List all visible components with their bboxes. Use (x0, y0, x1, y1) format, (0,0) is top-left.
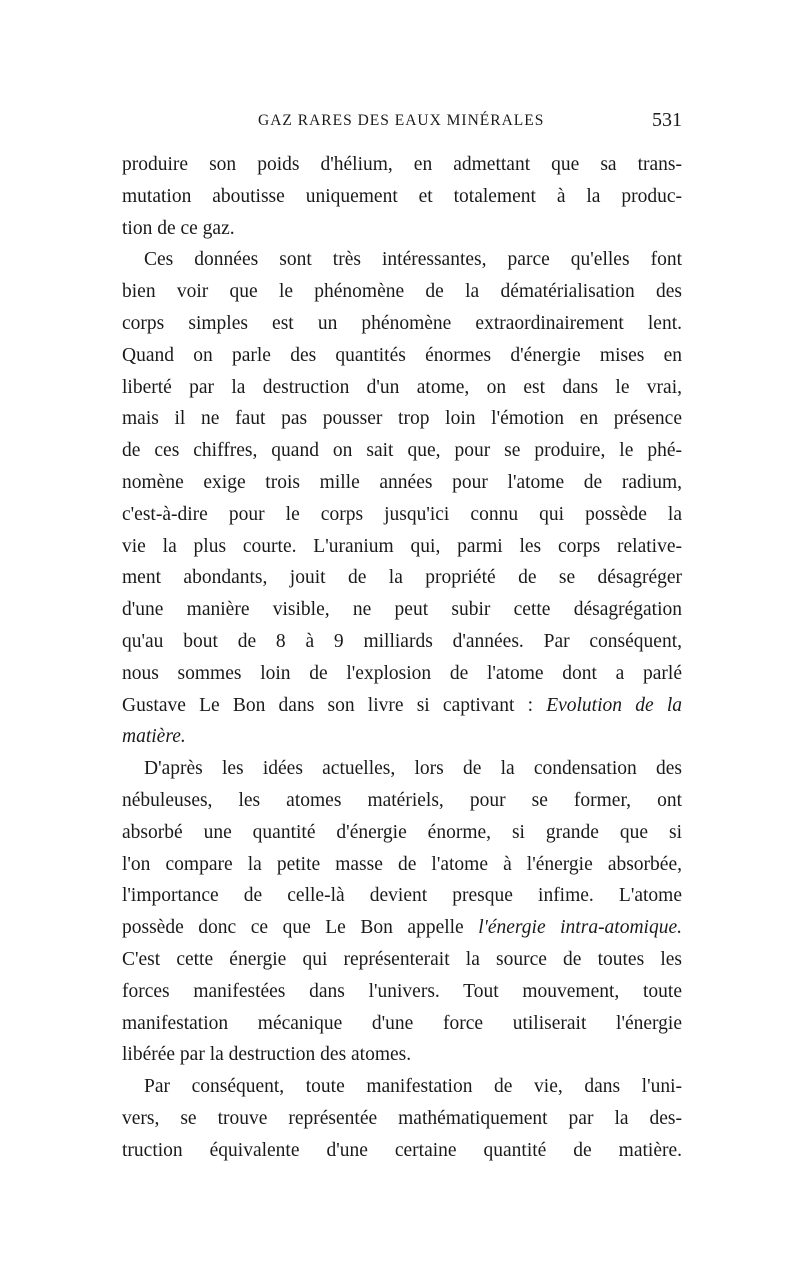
text-line: d'une manière visible, ne peut subir cette désagrégation (122, 599, 682, 621)
text-line: vie la plus courte. L'uranium qui, parmi les corps relative- (122, 535, 682, 557)
text-line: bien voir que le phénomène de la dématérialisation des (122, 281, 682, 303)
text-line: produire son poids d'hélium, en admettant que sa trans- (122, 154, 682, 175)
text-line: matière. (122, 726, 186, 748)
text-line (122, 912, 682, 944)
text-line: forces manifestées dans l'univers. Tout mouvement, toute (122, 980, 682, 1002)
page-number: 531 (652, 109, 682, 131)
text-line: Ces données sont très intéressantes, parce qu'elles font (144, 249, 682, 271)
term-italic: l'énergie intra-atomique. (478, 917, 683, 939)
text-line: nous sommes loin de l'explosion de l'atome dont a parlé (122, 662, 682, 684)
text-line: D'après les idées actuelles, lors de la condensation des (144, 758, 682, 780)
text-line: mais il ne faut pas pousser trop loin l'émotion en présence (122, 408, 682, 430)
text-line: nébuleuses, les atomes matériels, pour se former, ont (122, 789, 682, 811)
text-line: qu'au bout de 8 à 9 milliards d'années. Par conséquent, (122, 630, 682, 652)
text-line: ment abondants, jouit de la propriété de se désagréger (122, 567, 682, 589)
running-head (122, 109, 682, 136)
text-line: liberté par la destruction d'un atome, on est dans le vrai, (122, 376, 682, 398)
text-line: Quand on parle des quantités énormes d'énergie mises en (122, 344, 682, 366)
text-line: truction équivalente d'une certaine quantité de matière. (122, 1139, 682, 1161)
text-segment: Gustave Le Bon dans son livre si captivant : (122, 694, 547, 716)
text-line: C'est cette énergie qui représenterait la source de toutes les (122, 948, 682, 970)
text-line (122, 690, 682, 722)
text-line: libérée par la destruction des atomes. (122, 1044, 412, 1066)
text-line: manifestation mécanique d'une force utiliserait l'énergie (122, 1012, 682, 1034)
text-line: Par conséquent, toute manifestation de vie, dans l'uni- (144, 1076, 682, 1098)
text-line: tion de ce gaz. (122, 217, 235, 239)
running-title: GAZ RARES DES EAUX MINÉRALES (258, 112, 545, 129)
text-line: corps simples est un phénomène extraordinairement lent. (122, 312, 682, 334)
text-line: nomène exige trois mille années pour l'atome de radium, (122, 471, 682, 493)
text-line: vers, se trouve représentée mathématiquement par la des- (122, 1107, 682, 1129)
text-line: l'importance de celle-là devient presque infime. L'atome (122, 885, 682, 907)
text-segment: possède donc ce que Le Bon appelle (122, 917, 479, 939)
text-line: l'on compare la petite masse de l'atome à l'énergie absorbée, (122, 853, 682, 875)
book-title-italic: Evolution de la (546, 694, 682, 716)
body-text (122, 149, 682, 1167)
text-line: absorbé une quantité d'énergie énorme, si grande que si (122, 821, 682, 843)
text-line: mutation aboutisse uniquement et totalement à la produc- (122, 185, 682, 207)
text-line: de ces chiffres, quand on sait que, pour se produire, le phé- (122, 440, 682, 462)
text-line: c'est-à-dire pour le corps jusqu'ici connu qui possède la (122, 503, 682, 525)
